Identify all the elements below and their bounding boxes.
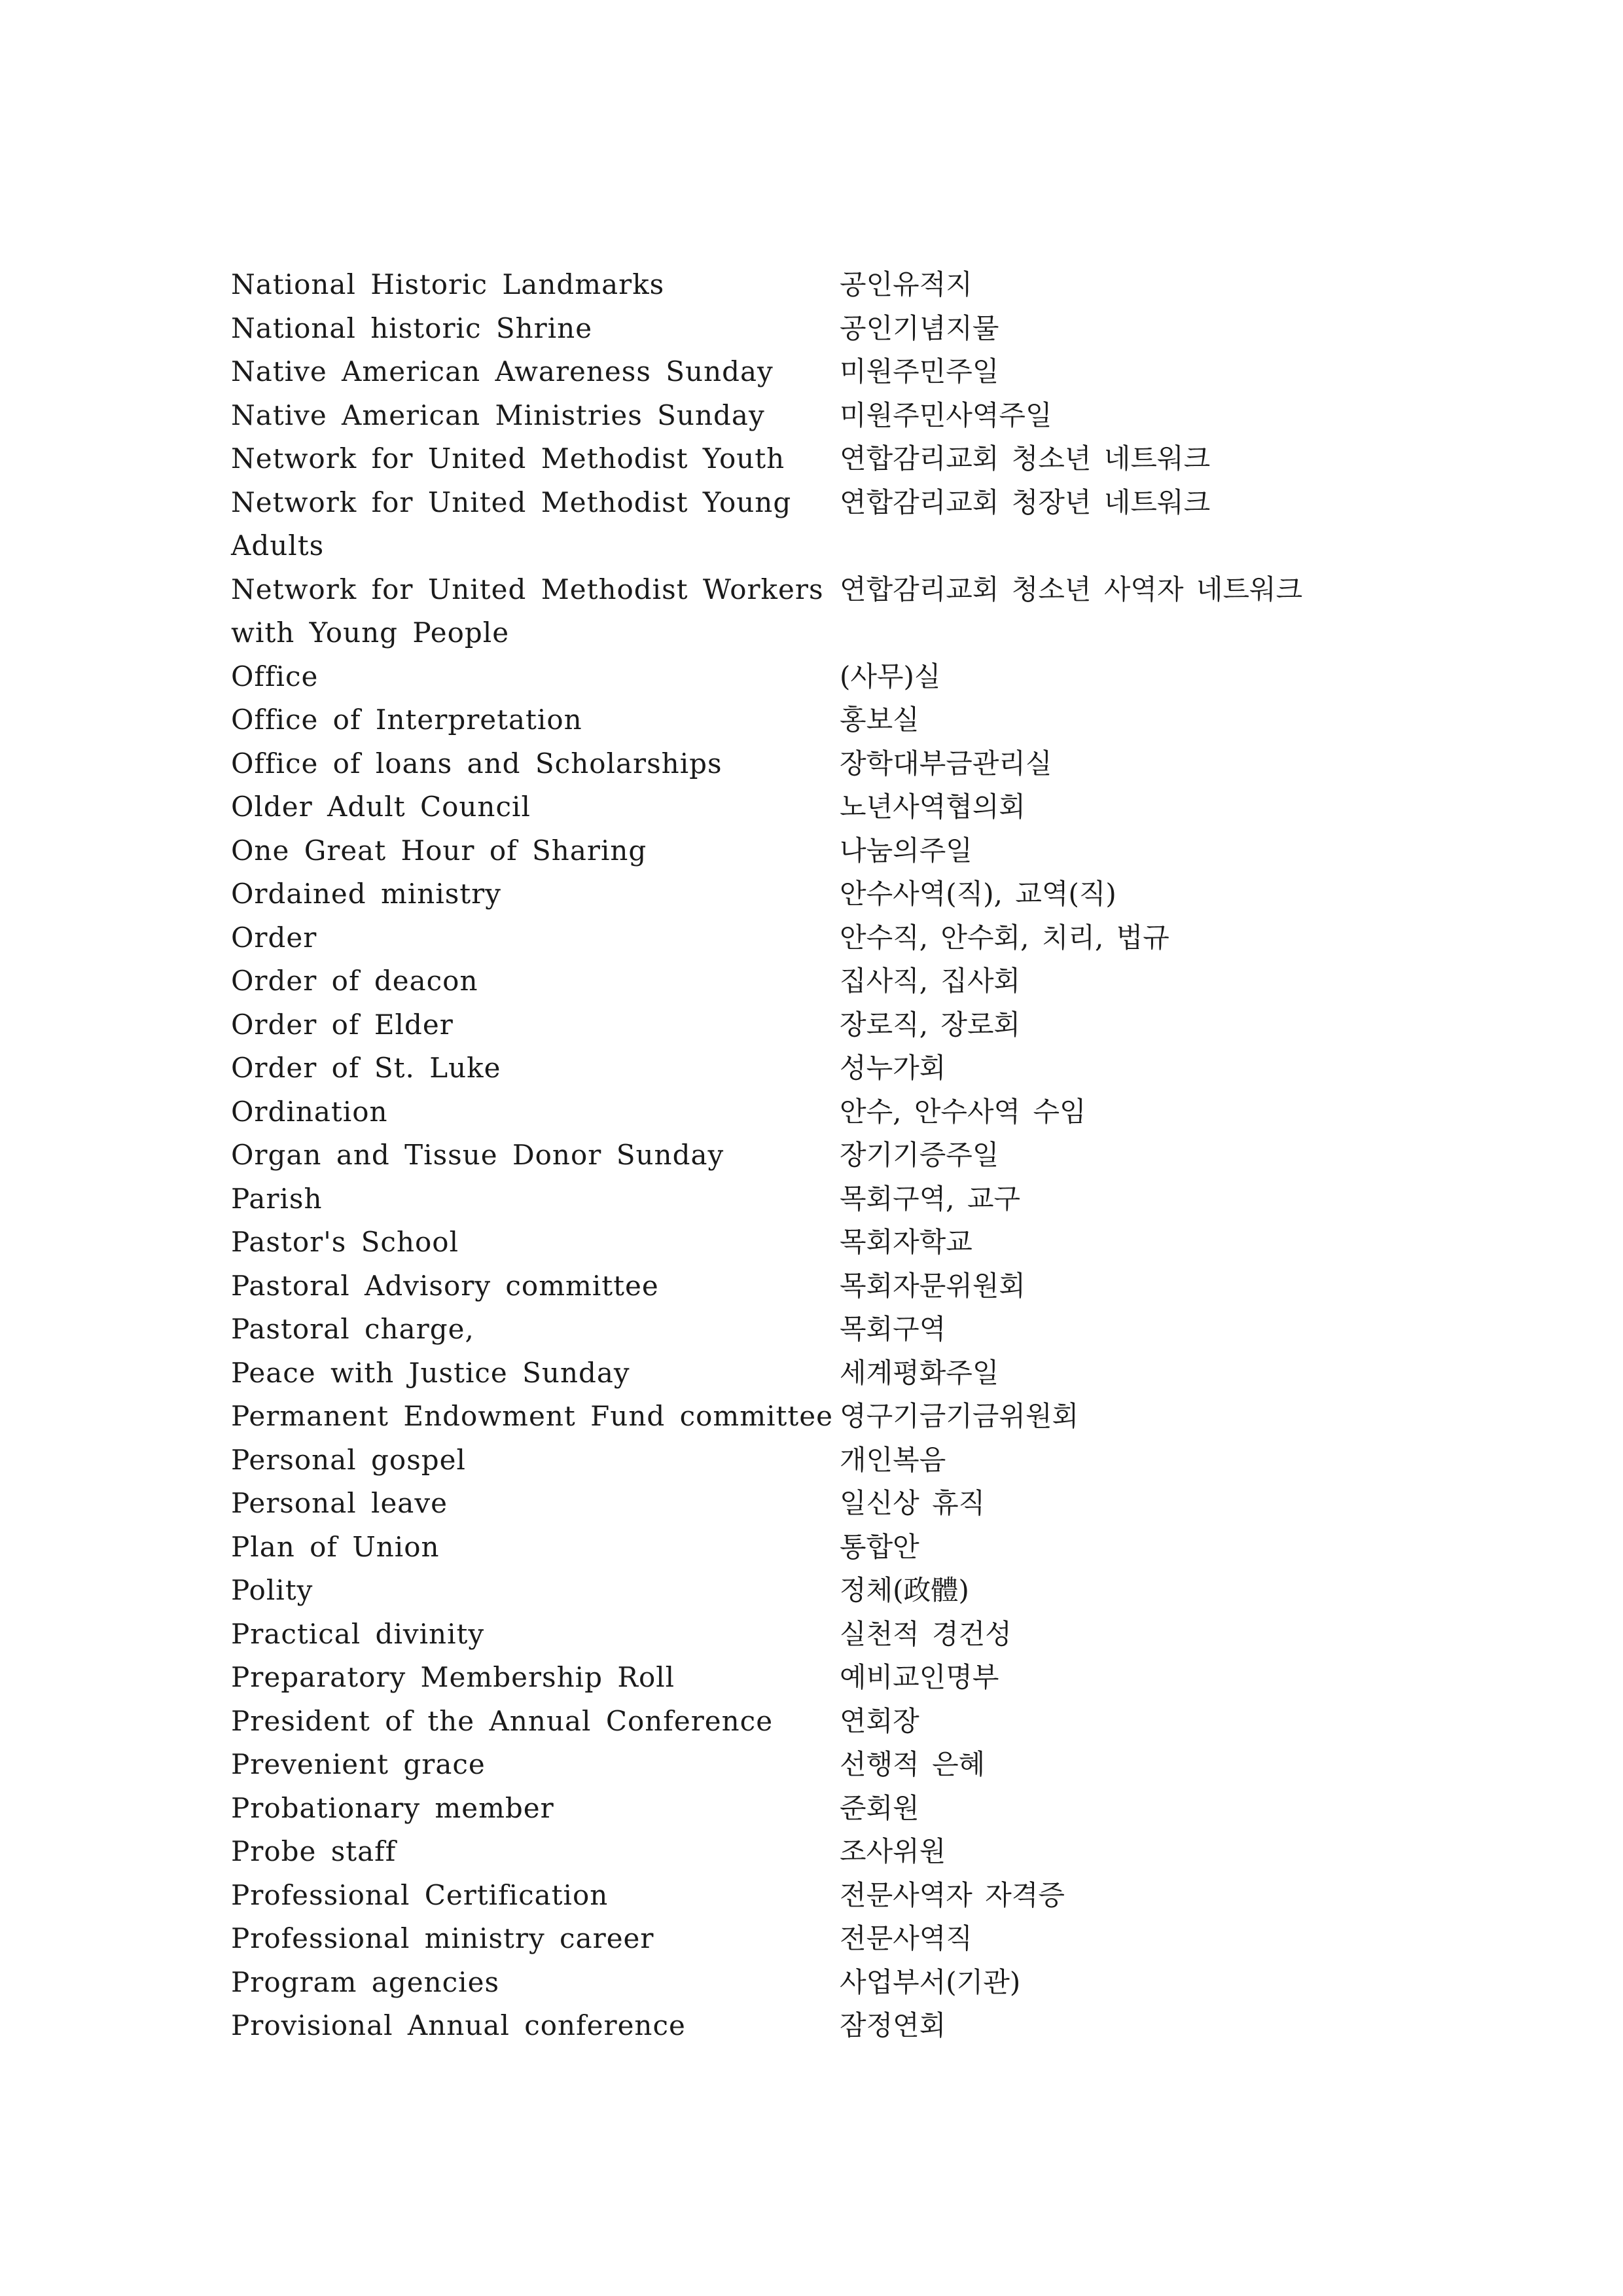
english-term: Program agencies — [231, 1965, 499, 1998]
korean-translation: 장기기증주일 — [840, 1139, 999, 1171]
english-term: National Historic Landmarks — [231, 268, 665, 300]
english-term: National historic Shrine — [231, 312, 593, 344]
glossary-entry — [231, 742, 1409, 786]
korean-translation: 집사직, 집사회 — [840, 965, 1021, 997]
glossary-entry — [231, 394, 1409, 438]
korean-translation: 연회장 — [840, 1704, 919, 1737]
korean-translation: 공인유적지 — [840, 268, 972, 300]
korean-translation: 장학대부금관리실 — [840, 747, 1052, 780]
glossary-entry — [231, 829, 1409, 873]
korean-translation: 성누가회 — [840, 1052, 946, 1084]
glossary-entry — [231, 1395, 1409, 1439]
korean-translation: 공인기념지물 — [840, 312, 999, 344]
korean-translation: 목회구역, 교구 — [840, 1182, 1021, 1215]
english-term: One Great Hour of Sharing — [231, 834, 647, 867]
glossary-entry — [231, 960, 1409, 1003]
korean-translation: 영구기금기금위원회 — [840, 1400, 1079, 1432]
english-term: Probe staff — [231, 1835, 397, 1867]
english-term: Office of loans and Scholarships — [231, 747, 722, 780]
glossary-entry — [231, 437, 1409, 481]
glossary-entry — [231, 307, 1409, 351]
english-term: Preparatory Membership Roll — [231, 1661, 675, 1693]
glossary-entry — [231, 1265, 1409, 1308]
english-term: Personal leave — [231, 1487, 448, 1519]
glossary-entry — [231, 698, 1409, 742]
english-term: Organ and Tissue Donor Sunday — [231, 1139, 724, 1171]
glossary-list — [231, 263, 1409, 2048]
korean-translation: 노년사역협의회 — [840, 791, 1026, 823]
korean-translation: 잠정연회 — [840, 2009, 946, 2041]
english-term: Native American Ministries Sunday — [231, 399, 765, 431]
korean-translation: 홍보실 — [840, 704, 919, 736]
glossary-entry — [231, 1221, 1409, 1265]
english-term: Order of deacon — [231, 965, 478, 997]
glossary-entry — [231, 1308, 1409, 1352]
glossary-entry — [231, 1352, 1409, 1395]
korean-translation: 안수직, 안수회, 치리, 법규 — [840, 921, 1169, 954]
english-term: Order of St. Luke — [231, 1052, 501, 1084]
english-term: Plan of Union — [231, 1530, 440, 1563]
glossary-entry — [231, 916, 1409, 960]
korean-translation: 장로직, 장로회 — [840, 1008, 1021, 1041]
english-term: Network for United Methodist Young Adults — [231, 486, 792, 562]
korean-translation: 준회원 — [840, 1791, 919, 1824]
glossary-entry — [231, 1743, 1409, 1787]
english-term: Parish — [231, 1182, 323, 1215]
glossary-entry — [231, 2004, 1409, 2048]
glossary-entry — [231, 1439, 1409, 1482]
korean-translation: 목회구역 — [840, 1313, 946, 1345]
korean-translation: 정체(政體) — [840, 1574, 969, 1606]
english-term: Peace with Justice Sunday — [231, 1356, 630, 1389]
korean-translation: 일신상 휴직 — [840, 1487, 986, 1519]
english-term: Prevenient grace — [231, 1748, 486, 1780]
glossary-entry — [231, 1787, 1409, 1831]
english-term: Order of Elder — [231, 1008, 454, 1041]
english-term: Permanent Endowment Fund committee — [231, 1400, 833, 1432]
korean-translation: 전문사역직 — [840, 1922, 972, 1954]
korean-translation: 연합감리교회 청소년 사역자 네트워크 — [840, 573, 1303, 605]
glossary-entry — [231, 1874, 1409, 1918]
korean-translation: 연합감리교회 청장년 네트워크 — [840, 486, 1211, 518]
english-term: President of the Annual Conference — [231, 1704, 774, 1737]
english-term: Provisional Annual conference — [231, 2009, 686, 2041]
korean-translation: 예비교인명부 — [840, 1661, 999, 1693]
glossary-entry — [231, 568, 1409, 655]
english-term: Pastoral charge, — [231, 1313, 474, 1345]
korean-translation: 목회자문위원회 — [840, 1269, 1026, 1302]
glossary-entry — [231, 872, 1409, 916]
glossary-entry — [231, 1090, 1409, 1134]
glossary-entry — [231, 263, 1409, 307]
english-term: Older Adult Council — [231, 791, 531, 823]
english-term: Ordained ministry — [231, 878, 501, 910]
glossary-entry — [231, 1526, 1409, 1570]
glossary-entry — [231, 1047, 1409, 1090]
korean-translation: 실천적 경건성 — [840, 1617, 1012, 1650]
korean-translation: 연합감리교회 청소년 네트워크 — [840, 442, 1211, 475]
glossary-entry — [231, 1003, 1409, 1047]
english-term: Professional ministry career — [231, 1922, 654, 1954]
korean-translation: 안수, 안수사역 수임 — [840, 1095, 1086, 1128]
korean-translation: 개인복음 — [840, 1443, 946, 1476]
english-term: Probationary member — [231, 1791, 554, 1824]
korean-translation: 목회자학교 — [840, 1226, 972, 1258]
korean-translation: 세계평화주일 — [840, 1356, 999, 1389]
english-term: Pastoral Advisory committee — [231, 1269, 659, 1302]
korean-translation: 사업부서(기관) — [840, 1965, 1021, 1998]
glossary-entry — [231, 1961, 1409, 2005]
english-term: Network for United Methodist Workers with Young People — [231, 573, 824, 649]
glossary-entry — [231, 1134, 1409, 1177]
english-term: Office — [231, 660, 319, 692]
glossary-entry — [231, 350, 1409, 394]
english-term: Polity — [231, 1574, 313, 1606]
glossary-entry — [231, 655, 1409, 699]
english-term: Office of Interpretation — [231, 704, 582, 736]
glossary-entry — [231, 1569, 1409, 1613]
english-term: Order — [231, 921, 317, 954]
glossary-entry — [231, 785, 1409, 829]
korean-translation: 미원주민사역주일 — [840, 399, 1052, 431]
english-term: Professional Certification — [231, 1878, 609, 1911]
english-term: Personal gospel — [231, 1443, 466, 1476]
glossary-entry — [231, 1700, 1409, 1744]
english-term: Network for United Methodist Youth — [231, 442, 785, 475]
glossary-entry — [231, 481, 1409, 568]
glossary-entry — [231, 1656, 1409, 1700]
glossary-entry — [231, 1613, 1409, 1657]
english-term: Pastor's School — [231, 1226, 459, 1258]
korean-translation: 조사위원 — [840, 1835, 946, 1867]
korean-translation: 통합안 — [840, 1530, 919, 1563]
glossary-entry — [231, 1177, 1409, 1221]
korean-translation: 미원주민주일 — [840, 355, 999, 387]
glossary-entry — [231, 1830, 1409, 1874]
glossary-entry — [231, 1917, 1409, 1961]
korean-translation: 안수사역(직), 교역(직) — [840, 878, 1116, 910]
english-term: Native American Awareness Sunday — [231, 355, 774, 387]
english-term: Practical divinity — [231, 1617, 485, 1650]
english-term: Ordination — [231, 1095, 388, 1128]
korean-translation: (사무)실 — [840, 660, 941, 692]
korean-translation: 선행적 은혜 — [840, 1748, 986, 1780]
glossary-entry — [231, 1482, 1409, 1526]
korean-translation: 나눔의주일 — [840, 834, 972, 867]
korean-translation: 전문사역자 자격증 — [840, 1878, 1065, 1911]
